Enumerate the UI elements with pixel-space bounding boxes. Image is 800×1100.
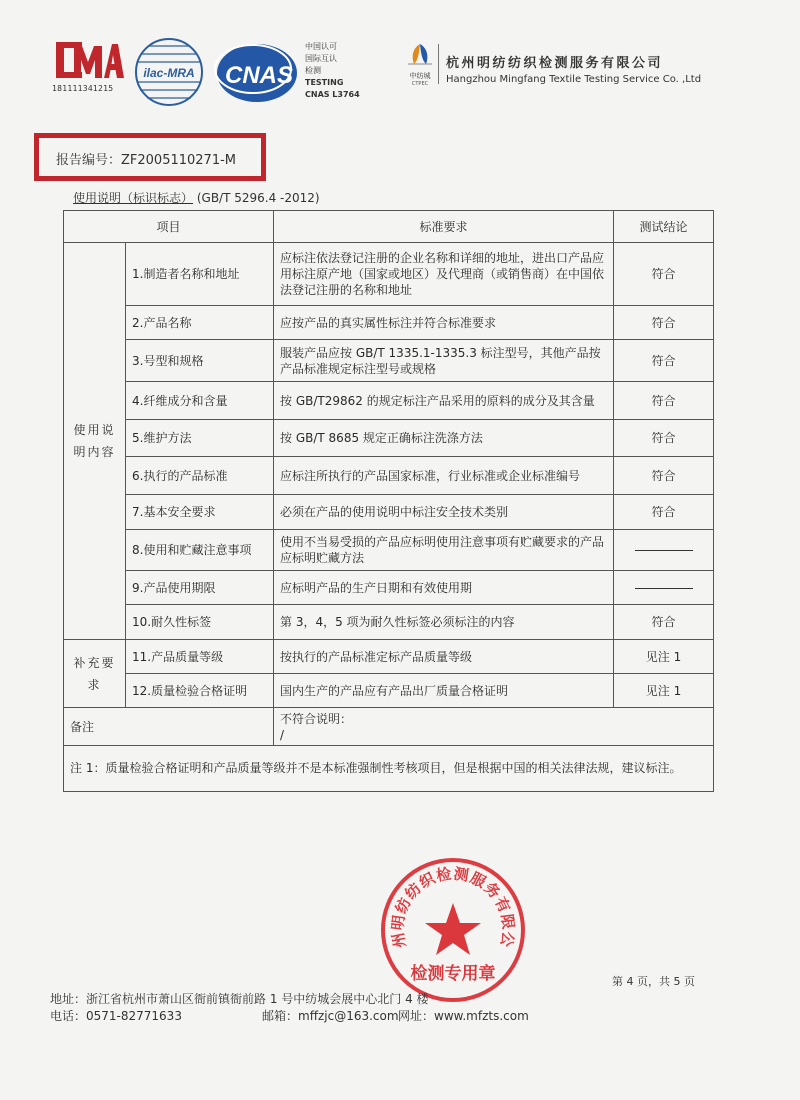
- row-result: 符合: [614, 457, 714, 495]
- table-row: [64, 605, 714, 640]
- row-result-not-applicable: [614, 571, 714, 605]
- cnas-logo-icon: [213, 40, 301, 106]
- cma-number: 181111341215: [52, 84, 114, 93]
- table-row: [64, 495, 714, 530]
- header-result: 测试结论: [614, 211, 714, 243]
- row-result: 符合: [614, 340, 714, 382]
- table-row: [64, 457, 714, 495]
- row-result: 见注 1: [614, 640, 714, 674]
- row-requirement: 应标注所执行的产品国家标准，行业标准或企业标准编号: [274, 457, 614, 495]
- category-supplement: 补充要求: [64, 640, 126, 708]
- row-item: 6.执行的产品标准: [126, 457, 274, 495]
- footer-website: 网址：www.mfzts.com: [398, 1009, 529, 1023]
- cnas-logo: [213, 40, 301, 110]
- footnote-row: [64, 746, 714, 792]
- accreditation-text: [305, 41, 360, 101]
- row-result: 见注 1: [614, 674, 714, 708]
- row-requirement: 服装产品应按 GB/T 1335.1-1335.3 标注型号，其他产品按产品标准规定标注型号或规格: [274, 340, 614, 382]
- cnas-text: CNAS: [224, 62, 294, 89]
- company-name-cn: 杭州明纺纺织检测服务有限公司: [446, 56, 664, 71]
- remark-slash: /: [280, 727, 285, 742]
- footnote: 注 1：质量检验合格证明和产品质量等级并不是本标准强制性考核项目，但是根据中国的相关法律法规，建议标注。: [64, 746, 714, 792]
- company-logo-sub: CTPEC: [411, 81, 429, 87]
- row-requirement: 应按产品的真实属性标注并符合标准要求: [274, 306, 614, 340]
- footer-address: 地址：浙江省杭州市萧山区衙前镇衙前路 1 号中纺城会展中心北门 4 楼: [50, 992, 429, 1006]
- table-row: [64, 420, 714, 457]
- row-item: 10.耐久性标签: [126, 605, 274, 640]
- cma-logo-icon: [52, 38, 124, 82]
- company-logo-icon: [404, 42, 436, 68]
- row-requirement: 按执行的产品标准定标产品质量等级: [274, 640, 614, 674]
- row-item: 3.号型和规格: [126, 340, 274, 382]
- row-requirement: 第 3，4，5 项为耐久性标签必须标注的内容: [274, 605, 614, 640]
- header-item: 项目: [64, 211, 274, 243]
- company-logo-label: 中纺城: [409, 72, 431, 80]
- row-requirement: 按 GB/T 8685 规定正确标注洗涤方法: [274, 420, 614, 457]
- official-seal: [378, 855, 528, 1009]
- remark-label: 备注: [64, 708, 274, 746]
- ilac-text: ilac-MRA: [143, 66, 195, 80]
- ilac-mra-logo: [133, 36, 205, 112]
- row-result: 符合: [614, 243, 714, 306]
- seal-ring-text: 州明纺纺织检测服务有限公: [388, 864, 518, 950]
- category-usage: 使用说明内容: [64, 243, 126, 640]
- row-requirement: 必须在产品的使用说明中标注安全技术类别: [274, 495, 614, 530]
- table-header-row: [64, 211, 714, 243]
- row-item: 7.基本安全要求: [126, 495, 274, 530]
- row-requirement: 按 GB/T29862 的规定标注产品采用的原料的成分及其含量: [274, 382, 614, 420]
- report-number: 报告编号：ZF2005110271-M: [56, 153, 237, 168]
- row-item: 8.使用和贮藏注意事项: [126, 530, 274, 571]
- row-item: 4.纤维成分和含量: [126, 382, 274, 420]
- row-result: 符合: [614, 605, 714, 640]
- row-requirement: 使用不当易受损的产品应标明使用注意事项有贮藏要求的产品应标明贮藏方法: [274, 530, 614, 571]
- cert-line: CNAS L3764: [305, 90, 360, 99]
- table-row: [64, 382, 714, 420]
- row-item: 2.产品名称: [126, 306, 274, 340]
- row-result: 符合: [614, 495, 714, 530]
- seal-center-text: 检测专用章: [410, 964, 496, 984]
- table-row: [64, 243, 714, 306]
- dash-line: [635, 550, 693, 551]
- row-item: 12.质量检验合格证明: [126, 674, 274, 708]
- footer-contact: [50, 1007, 529, 1024]
- header-requirement: 标准要求: [274, 211, 614, 243]
- row-item: 1.制造者名称和地址: [126, 243, 274, 306]
- cert-line: TESTING: [305, 78, 344, 87]
- row-requirement: 应标注依法登记注册的企业名称和详细的地址，进出口产品应用标注原产地（国家或地区）及代理商（或销售商）在中国依法登记注册的名称和地址: [274, 243, 614, 306]
- remark-text: 不符合说明：: [280, 711, 353, 726]
- company-name: [446, 52, 701, 85]
- row-result: 符合: [614, 306, 714, 340]
- ilac-globe-icon: [133, 36, 205, 108]
- row-item: 5.维护方法: [126, 420, 274, 457]
- row-requirement: 国内生产的产品应有产品出厂质量合格证明: [274, 674, 614, 708]
- row-item: 9.产品使用期限: [126, 571, 274, 605]
- page-number: 第 4 页，共 5 页: [612, 975, 695, 988]
- table-row: [64, 571, 714, 605]
- requirements-table: [63, 210, 714, 792]
- table-row: [64, 640, 714, 674]
- cert-line: 中国认可: [305, 42, 337, 51]
- remark-content: [274, 708, 714, 746]
- row-item: 11.产品质量等级: [126, 640, 274, 674]
- row-result: 符合: [614, 382, 714, 420]
- dash-line: [635, 588, 693, 589]
- row-result: 符合: [614, 420, 714, 457]
- company-name-en: Hangzhou Mingfang Textile Testing Service Co. ,Ltd: [446, 74, 702, 85]
- footer-phone: 电话：0571-82771633: [50, 1009, 182, 1023]
- section-title: [73, 189, 320, 206]
- seal-stamp-icon: [378, 855, 528, 1005]
- company-logo: [400, 42, 440, 87]
- row-result-not-applicable: [614, 530, 714, 571]
- cert-line: 检测: [305, 66, 321, 75]
- remark-row: [64, 708, 714, 746]
- header-divider: [438, 44, 439, 84]
- table-row: [64, 306, 714, 340]
- table-row: [64, 340, 714, 382]
- section-title-main: 使用说明（标识标志）: [73, 191, 194, 205]
- section-standard: (GB/T 5296.4 -2012): [196, 191, 320, 205]
- table-row: [64, 674, 714, 708]
- table-row: [64, 530, 714, 571]
- cma-logo: [52, 38, 124, 93]
- footer-email: 邮箱：mffzjc@163.com: [262, 1009, 399, 1023]
- cert-line: 国际互认: [305, 54, 337, 63]
- row-requirement: 应标明产品的生产日期和有效使用期: [274, 571, 614, 605]
